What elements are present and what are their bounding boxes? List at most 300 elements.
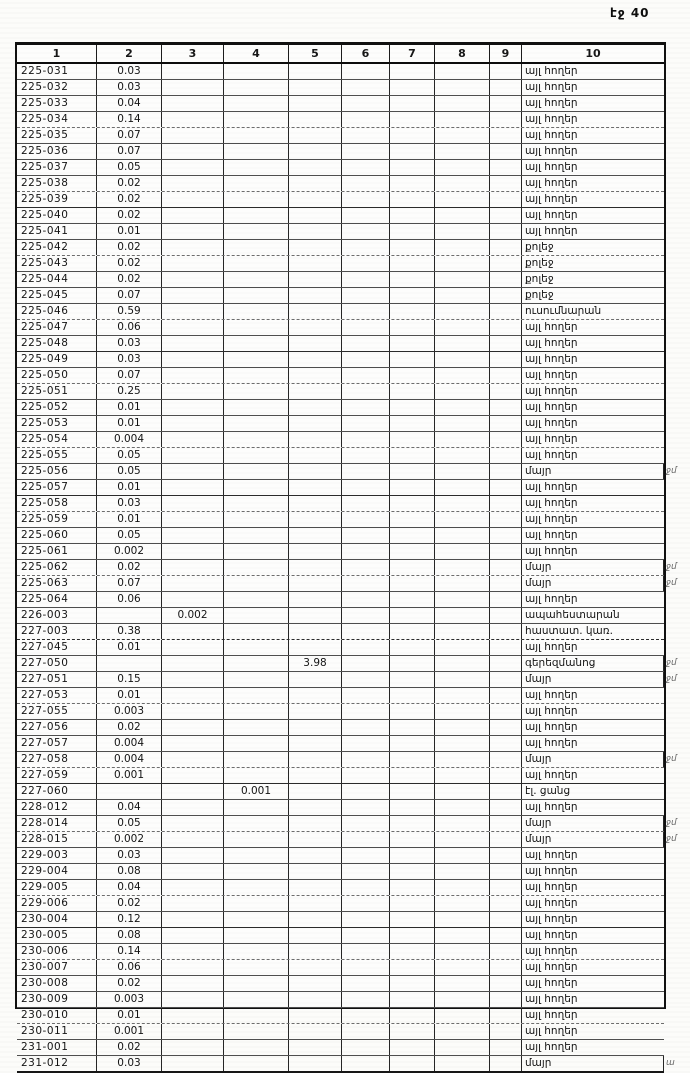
cell-col4 [224,560,289,575]
cell-col4: 0.001 [224,784,289,799]
cell-col2: 0.59 [97,304,162,319]
table-row [17,112,664,128]
cell-col3 [162,448,224,463]
cell-col7 [390,672,435,687]
cell-col7 [390,1040,435,1055]
cell-col4 [224,80,289,95]
cell-col6 [342,224,390,239]
cell-col9 [490,256,522,271]
cell-col2: 0.002 [97,544,162,559]
cell-col4 [224,608,289,623]
table-row [17,96,664,112]
table-row [17,816,677,832]
cell-col10: այլ հողեր [525,513,578,525]
cell-col5 [289,768,342,783]
cell-col3 [162,176,224,191]
cell-col3 [162,128,224,143]
cell-col3 [162,992,224,1007]
cell-col3 [162,80,224,95]
cell-col4 [224,1056,289,1071]
cell-col1: 229-003 [17,848,97,863]
cell-col2: 0.02 [97,176,162,191]
table-row [17,704,664,720]
cell-col4 [224,240,289,255]
cell-col8 [435,208,490,223]
cell-col4 [224,192,289,207]
cell-col7 [390,640,435,655]
table-row [17,224,664,240]
header-col-1: 1 [17,45,97,62]
table-row [17,720,664,736]
cell-col6 [342,336,390,351]
table-row [17,432,664,448]
cell-col10: մայր [522,832,664,847]
cell-col3 [162,1056,224,1071]
cell-col4 [224,112,289,127]
cell-col2 [97,608,162,623]
cell-col1: 227-059 [17,768,97,783]
cell-col8 [435,688,490,703]
margin-note: ջմ [666,578,677,588]
cell-col9 [490,224,522,239]
table-row [17,912,664,928]
cell-col9 [490,672,522,687]
cell-col5 [289,928,342,943]
cell-col9 [490,800,522,815]
cell-col1: 228-012 [17,800,97,815]
table-row [17,368,664,384]
cell-col10: այլ հողեր [525,721,578,733]
table-row [17,288,664,304]
cell-col2: 0.001 [97,1024,162,1039]
cell-col8 [435,288,490,303]
cell-col5 [289,944,342,959]
cell-col7 [390,288,435,303]
cell-col2: 0.004 [97,752,162,767]
cell-col5 [289,976,342,991]
cell-col3 [162,480,224,495]
cell-col9 [490,720,522,735]
cell-col5 [289,528,342,543]
page-number-label: էջ 40 [610,6,650,20]
cell-col7 [390,400,435,415]
cell-col6 [342,976,390,991]
cell-col6 [342,368,390,383]
table-row [17,64,664,80]
cell-col8 [435,1024,490,1039]
cell-col8 [435,192,490,207]
table-row [17,384,664,400]
cell-col5 [289,416,342,431]
cell-col6 [342,928,390,943]
cell-col10: այլ հողեր [525,129,578,141]
cell-col1: 225-054 [17,432,97,447]
cell-col6 [342,112,390,127]
cell-col3 [162,800,224,815]
cell-col1: 225-042 [17,240,97,255]
cell-col9 [490,1056,522,1071]
cell-col10: այլ հողեր [525,945,578,957]
cell-col2: 0.07 [97,288,162,303]
cell-col1: 225-061 [17,544,97,559]
cell-col6 [342,176,390,191]
cell-col5 [289,272,342,287]
cell-col1: 227-045 [17,640,97,655]
cell-col6 [342,400,390,415]
cell-col1: 230-011 [17,1024,97,1039]
cell-col6 [342,1024,390,1039]
cell-col6 [342,960,390,975]
cell-col10: այլ հողեր [525,369,578,381]
cell-col3 [162,976,224,991]
cell-col2: 0.02 [97,976,162,991]
cell-col4 [224,672,289,687]
cell-col10: այլ հողեր [525,545,578,557]
cell-col10: քոլեջ [525,241,554,253]
cell-col8 [435,624,490,639]
cell-col2: 0.003 [97,704,162,719]
cell-col1: 228-014 [17,816,97,831]
cell-col3 [162,672,224,687]
cell-col6 [342,944,390,959]
cell-col8 [435,256,490,271]
cell-col5 [289,880,342,895]
cell-col8 [435,480,490,495]
cell-col4 [224,448,289,463]
cell-col1: 225-060 [17,528,97,543]
cell-col9 [490,592,522,607]
cell-col7 [390,368,435,383]
cell-col2: 0.05 [97,464,162,479]
cell-col7 [390,512,435,527]
cell-col4 [224,992,289,1007]
cell-col3 [162,96,224,111]
cell-col10: այլ հողեր [525,449,578,461]
cell-col9 [490,1040,522,1055]
cell-col10: մայր [522,672,664,687]
cell-col9 [490,624,522,639]
cell-col2: 0.004 [97,432,162,447]
table-row [17,304,664,320]
cell-col5 [289,800,342,815]
cell-col6 [342,80,390,95]
cell-col5 [289,256,342,271]
cell-col8 [435,800,490,815]
cell-col10: այլ հողեր [525,993,578,1005]
cell-col3 [162,1024,224,1039]
table-row [17,624,664,640]
table-row [17,656,677,672]
cell-col7 [390,864,435,879]
cell-col2: 0.07 [97,128,162,143]
cell-col3 [162,752,224,767]
cell-col5 [289,592,342,607]
table-row [17,144,664,160]
table-row [17,928,664,944]
cell-col9 [490,896,522,911]
cell-col8 [435,592,490,607]
cell-col7 [390,544,435,559]
cell-col1: 230-010 [17,1008,97,1023]
cell-col6 [342,1008,390,1023]
cell-col7 [390,1024,435,1039]
table-row [17,528,664,544]
table-header [17,45,664,64]
cell-col5 [289,64,342,79]
cell-col9 [490,976,522,991]
cell-col1: 227-050 [17,656,97,671]
cell-col1: 230-004 [17,912,97,927]
cell-col5 [289,736,342,751]
cell-col7 [390,1056,435,1071]
cell-col5 [289,672,342,687]
cell-col8 [435,976,490,991]
cell-col10: այլ հողեր [525,593,578,605]
cell-col8 [435,64,490,79]
cell-col8 [435,1008,490,1023]
cell-col8 [435,416,490,431]
cell-col3 [162,864,224,879]
cell-col2: 0.03 [97,80,162,95]
cell-col9 [490,752,522,767]
cell-col5 [289,288,342,303]
cell-col3 [162,112,224,127]
cell-col6 [342,576,390,591]
cell-col4 [224,880,289,895]
cell-col3 [162,384,224,399]
cell-col4 [224,768,289,783]
cell-col10: այլ հողեր [525,865,578,877]
cell-col1: 227-060 [17,784,97,799]
table-row [17,800,664,816]
cell-col5 [289,512,342,527]
cell-col5 [289,432,342,447]
cell-col6 [342,528,390,543]
cell-col1: 225-031 [17,64,97,79]
cell-col5 [289,688,342,703]
cell-col4 [224,256,289,271]
cell-col6 [342,624,390,639]
cell-col7 [390,336,435,351]
cell-col6 [342,1040,390,1055]
cell-col8 [435,352,490,367]
cell-col5 [289,640,342,655]
cell-col7 [390,976,435,991]
cell-col5 [289,352,342,367]
cell-col6 [342,96,390,111]
cell-col6 [342,288,390,303]
cell-col3 [162,272,224,287]
cell-col2: 0.01 [97,688,162,703]
cell-col8 [435,512,490,527]
cell-col2: 0.01 [97,224,162,239]
cell-col1: 225-059 [17,512,97,527]
cell-col2: 0.38 [97,624,162,639]
cell-col1: 227-057 [17,736,97,751]
cell-col3 [162,656,224,671]
cell-col2: 0.02 [97,256,162,271]
cell-col3 [162,224,224,239]
cell-col10: այլ հողեր [525,801,578,813]
cell-col1: 230-006 [17,944,97,959]
cell-col5 [289,832,342,847]
cell-col4 [224,464,289,479]
cell-col4 [224,144,289,159]
cell-col9 [490,640,522,655]
cell-col7 [390,688,435,703]
cell-col10: այլ հողեր [525,689,578,701]
cell-col7 [390,480,435,495]
cell-col3 [162,288,224,303]
cell-col1: 225-062 [17,560,97,575]
cell-col7 [390,912,435,927]
cell-col5 [289,400,342,415]
cell-col9 [490,288,522,303]
cell-col2: 0.004 [97,736,162,751]
cell-col8 [435,432,490,447]
cell-col1: 225-040 [17,208,97,223]
cell-col8 [435,896,490,911]
cell-col5 [289,624,342,639]
header-col-6: 6 [342,45,390,62]
table-row [17,480,664,496]
cell-col4 [224,1008,289,1023]
table-row [17,880,664,896]
cell-col1: 225-057 [17,480,97,495]
cell-col7 [390,896,435,911]
cell-col9 [490,432,522,447]
cell-col6 [342,736,390,751]
cell-col5 [289,336,342,351]
cell-col8 [435,944,490,959]
cell-col2: 0.07 [97,368,162,383]
cell-col1: 230-007 [17,960,97,975]
cell-col1: 225-056 [17,464,97,479]
cell-col7 [390,1008,435,1023]
cell-col5: 3.98 [289,656,342,671]
cell-col2: 0.08 [97,864,162,879]
cell-col6 [342,448,390,463]
cell-col8 [435,464,490,479]
cell-col10: այլ հողեր [525,97,578,109]
cell-col2: 0.03 [97,336,162,351]
cell-col9 [490,512,522,527]
cell-col7 [390,784,435,799]
cell-col4 [224,528,289,543]
cell-col9 [490,1024,522,1039]
cell-col2: 0.25 [97,384,162,399]
cell-col5 [289,1024,342,1039]
table-row [17,416,664,432]
cell-col2: 0.14 [97,944,162,959]
margin-note: ջմ [666,834,677,844]
cell-col6 [342,1056,390,1071]
cell-col7 [390,256,435,271]
table-row [17,592,664,608]
cell-col3 [162,368,224,383]
cell-col4 [224,752,289,767]
cell-col5 [289,848,342,863]
cell-col6 [342,464,390,479]
margin-note: ա [666,1058,675,1068]
cell-col10: այլ հողեր [525,65,578,77]
margin-note: ջմ [666,562,677,572]
cell-col9 [490,64,522,79]
header-col-5: 5 [289,45,342,62]
cell-col1: 227-056 [17,720,97,735]
cell-col9 [490,1008,522,1023]
cell-col9 [490,176,522,191]
cell-col4 [224,704,289,719]
cell-col3 [162,1040,224,1055]
cell-col4 [224,864,289,879]
cell-col5 [289,144,342,159]
cell-col2: 0.07 [97,144,162,159]
cell-col7 [390,128,435,143]
cell-col10: այլ հողեր [525,401,578,413]
cell-col3 [162,432,224,447]
cell-col6 [342,896,390,911]
cell-col7 [390,96,435,111]
cell-col2: 0.05 [97,448,162,463]
cell-col7 [390,432,435,447]
cell-col7 [390,208,435,223]
cell-col9 [490,128,522,143]
cell-col6 [342,800,390,815]
cell-col9 [490,368,522,383]
cell-col2: 0.02 [97,240,162,255]
cell-col9 [490,304,522,319]
cell-col4 [224,928,289,943]
cell-col2: 0.003 [97,992,162,1007]
table-row [17,176,664,192]
cell-col3 [162,960,224,975]
cell-col4 [224,640,289,655]
cell-col7 [390,528,435,543]
cell-col9 [490,320,522,335]
cell-col6 [342,496,390,511]
cell-col10: այլ հողեր [525,81,578,93]
cell-col2: 0.01 [97,400,162,415]
cell-col8 [435,368,490,383]
cell-col7 [390,752,435,767]
cell-col10: այլ հողեր [525,145,578,157]
table-body [17,64,677,1073]
cell-col1: 225-051 [17,384,97,399]
cell-col3 [162,576,224,591]
cell-col8 [435,448,490,463]
header-col-3: 3 [162,45,224,62]
cell-col10: քոլեջ [525,273,554,285]
header-col-7: 7 [390,45,435,62]
cell-col8 [435,176,490,191]
cell-col4 [224,816,289,831]
cell-col3 [162,944,224,959]
cell-col1: 225-064 [17,592,97,607]
cell-col3 [162,560,224,575]
cell-col9 [490,352,522,367]
cell-col10: այլ հողեր [525,737,578,749]
margin-note: ջմ [666,674,677,684]
cell-col8 [435,384,490,399]
cell-col9 [490,784,522,799]
cell-col9 [490,656,522,671]
cell-col7 [390,560,435,575]
cell-col8 [435,880,490,895]
cell-col3 [162,768,224,783]
cell-col10: այլ հողեր [525,193,578,205]
cell-col8 [435,912,490,927]
